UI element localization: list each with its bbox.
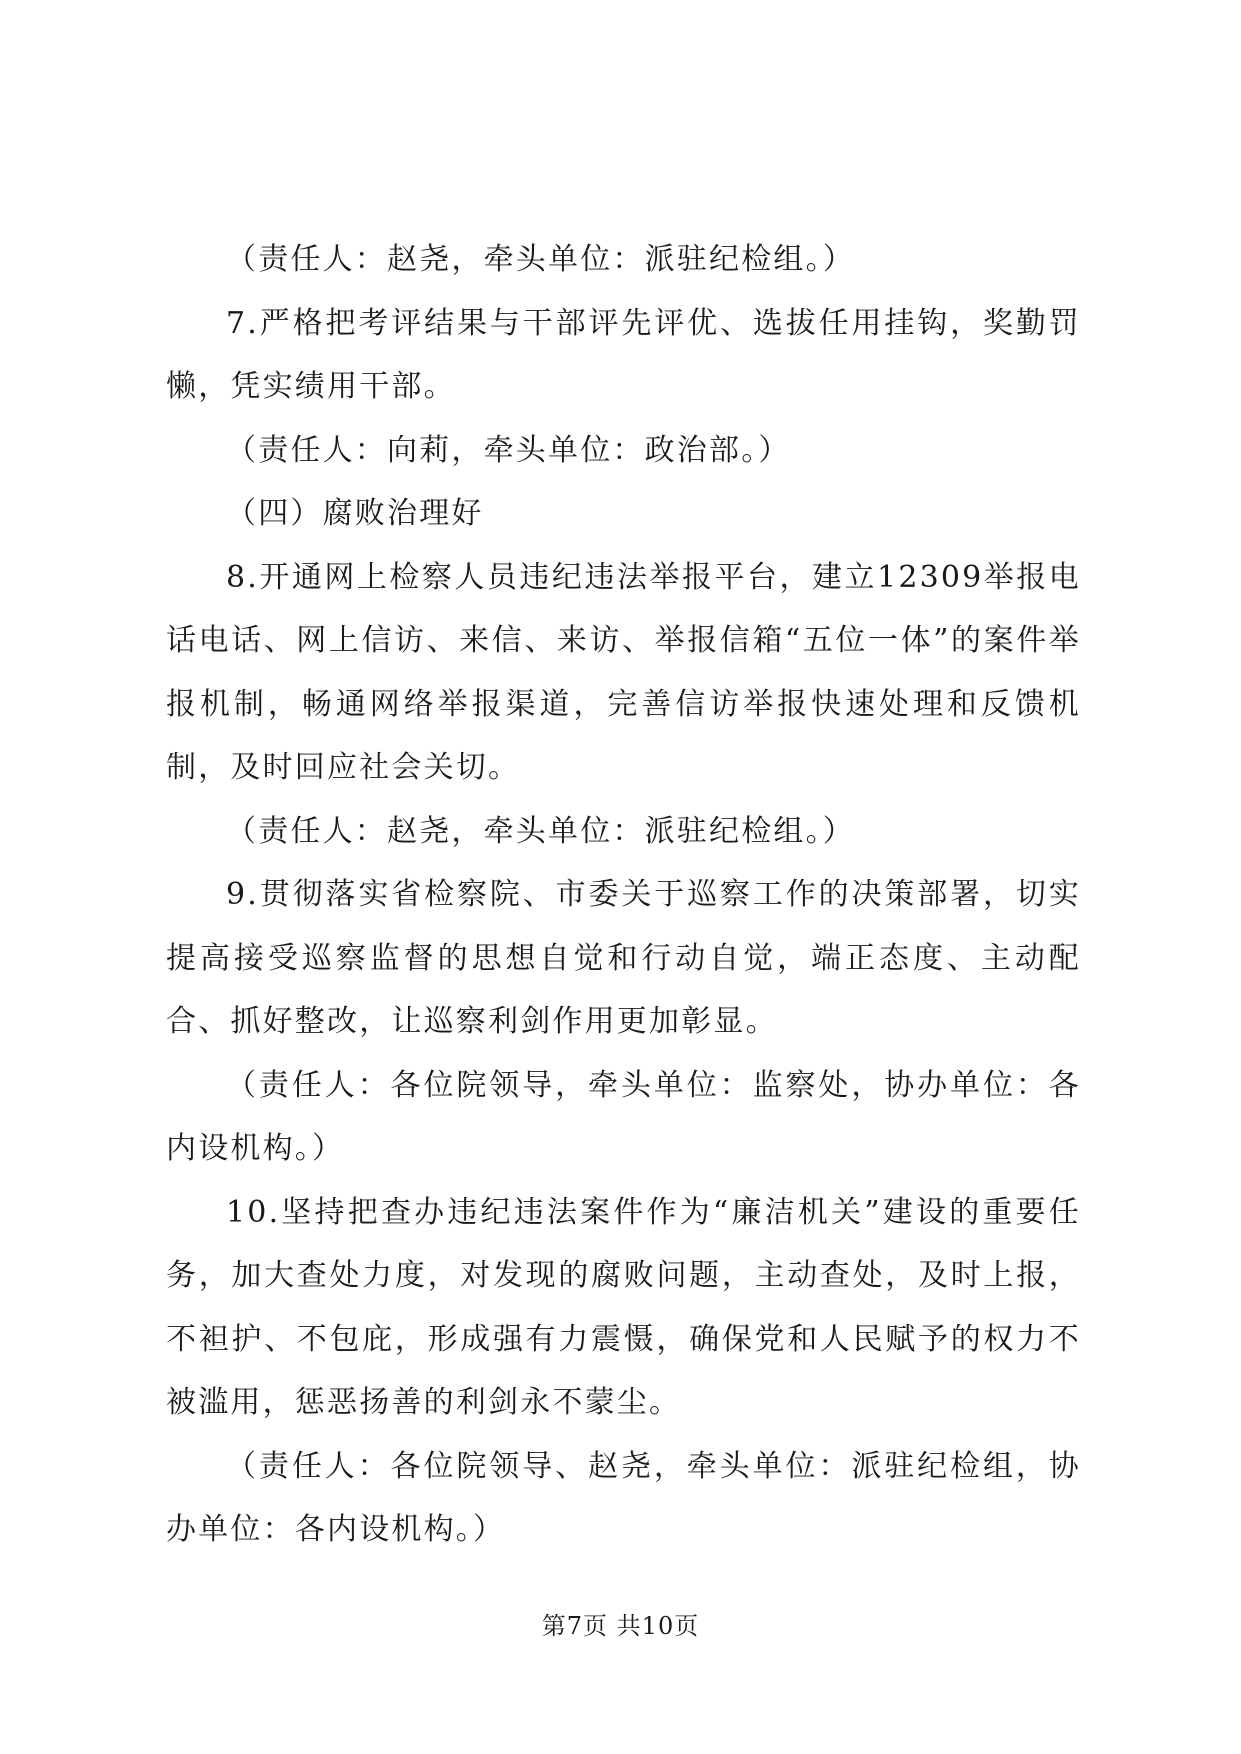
item-9-paragraph: 9.贯彻落实省检察院、市委关于巡察工作的决策部署，切实提高接受巡察监督的思想自觉和行动自觉，端正态度、主动配合、抓好整改，让巡察利剑作用更加彰显。 (166, 877, 1081, 1039)
item-10-paragraph: 10.坚持把查办违纪违法案件作为“廉洁机关”建设的重要任务，加大查处力度，对发现的腐败问题，主动查处，及时上报，不袒护、不包庇，形成强有力震慑，确保党和人民赋予的权力不被滥用，惩恶扬善的利剑永不蒙尘。 (166, 1194, 1081, 1420)
item-7-paragraph: 7.严格把考评结果与干部评先评优、选拔任用挂钩，奖勤罚懒，凭实绩用干部。 (166, 305, 1081, 404)
item-8-paragraph: 8.开通网上检察人员违纪违法举报平台，建立12309举报电话电话、网上信访、来信、来访、举报信箱“五位一体”的案件举报机制，畅通网络举报渠道，完善信访举报快速处理和反馈机制，及时回应社会关切。 (166, 559, 1081, 785)
responsibility-note: （责任人：赵尧，牵头单位：派驻纪检组。） (226, 813, 855, 849)
responsibility-note: （责任人：向莉，牵头单位：政治部。） (226, 432, 791, 468)
section-heading-4: （四）腐败治理好 (226, 496, 484, 531)
responsibility-note: （责任人：各位院领导，牵头单位：监察处，协办单位：各内设机构。） (166, 1067, 1081, 1166)
document-body (166, 228, 1081, 1562)
responsibility-note: （责任人：各位院领导、赵尧，牵头单位：派驻纪检组，协办单位：各内设机构。） (166, 1448, 1081, 1547)
page-number-footer: 第7页 共10页 (541, 1612, 700, 1640)
responsibility-note: （责任人：赵尧，牵头单位：派驻纪检组。） (226, 242, 855, 277)
